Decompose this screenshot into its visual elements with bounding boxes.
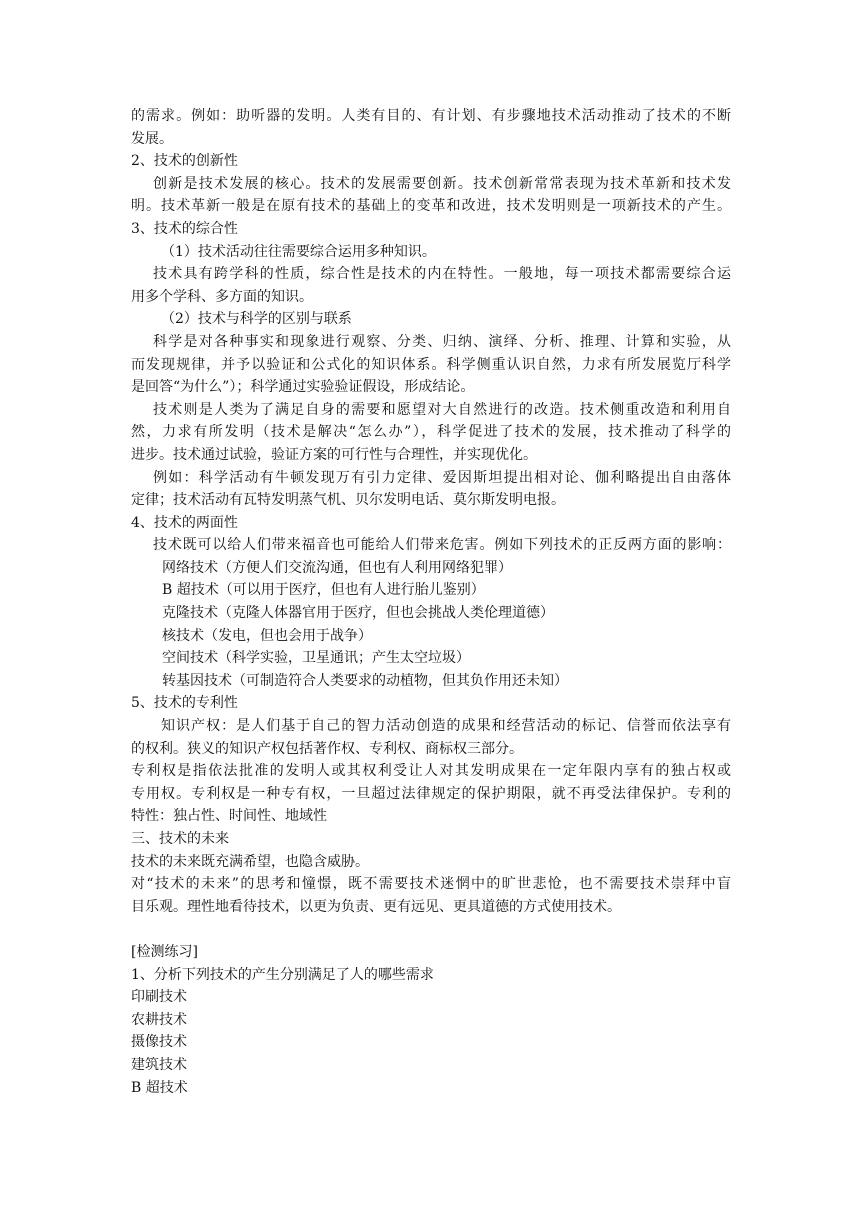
text-line: 转基因技术（可制造符合人类要求的动植物，但其负作用还未知） bbox=[162, 672, 568, 689]
text-line: 明。技术革新一般是在原有技术的基础上的变革和改进，技术发明则是一项新技术的产生。 bbox=[131, 198, 731, 215]
text-line: 特性：独占性、时间性、地域性 bbox=[131, 808, 327, 825]
text-line: 技术具有跨学科的性质，综合性是技术的内在特性。一般地，每一项技术都需要综合运 bbox=[153, 266, 731, 283]
text-line: 摄像技术 bbox=[131, 1034, 187, 1051]
text-line: 的需求。例如：助听器的发明。人类有目的、有计划、有步骤地技术活动推动了技术的不断 bbox=[131, 108, 731, 124]
text-line: 的权利。狭义的知识产权包括著作权、专利权、商标权三部分。 bbox=[131, 740, 523, 757]
text-line: 农耕技术 bbox=[131, 1011, 187, 1028]
text-line: 定律；技术活动有瓦特发明蒸气机、贝尔发明电话、莫尔斯发明电报。 bbox=[131, 492, 565, 509]
document-page bbox=[131, 105, 731, 1099]
text-line: 4、技术的两面性 bbox=[131, 514, 238, 531]
blank-line bbox=[131, 918, 731, 941]
text-line: 印刷技术 bbox=[131, 989, 187, 1006]
text-line: 是回答“为什么”）；科学通过实验验证假设，形成结论。 bbox=[131, 379, 475, 396]
text-line: 然，力求有所发明（技术是解决“怎么办”），科学促进了技术的发展，技术推动了科学的 bbox=[131, 424, 731, 441]
text-line: 科学是对各种事实和现象进行观察、分类、归纳、演绎、分析、推理、计算和实验，从 bbox=[153, 333, 731, 350]
text-line: 空间技术（科学实验，卫星通讯；产生太空垃圾） bbox=[162, 650, 470, 667]
text-line: 发展。 bbox=[131, 130, 173, 147]
text-line: 技术则是人类为了满足自身的需要和愿望对大自然进行的改造。技术侧重改造和利用自 bbox=[153, 401, 731, 418]
text-line: 1、分析下列技术的产生分别满足了人的哪些需求 bbox=[131, 966, 434, 983]
text-line: 而发现规律，并予以验证和公式化的知识体系。科学侧重认识自然，力求有所发展览厅科学 bbox=[131, 356, 731, 373]
text-line: 创新是技术发展的核心。技术的发展需要创新。技术创新常常表现为技术革新和技术发 bbox=[153, 175, 731, 192]
text-line: 例如：科学活动有牛顿发现万有引力定律、爱因斯坦提出相对论、伽利略提出自由落体 bbox=[153, 469, 731, 486]
text-line: 5、技术的专利性 bbox=[131, 695, 238, 712]
text-line: 核技术（发电，但也会用于战争） bbox=[162, 627, 372, 644]
text-line: （2）技术与科学的区别与联系 bbox=[161, 311, 352, 328]
text-line: 专利权是指依法批准的发明人或其权利受让人对其发明成果在一定年限内享有的独占权或 bbox=[131, 763, 731, 780]
text-line: 2、技术的创新性 bbox=[131, 153, 238, 170]
text-line: 用多个学科、多方面的知识。 bbox=[131, 288, 313, 305]
text-line: 3、技术的综合性 bbox=[131, 220, 238, 237]
text-line: 三、技术的未来 bbox=[131, 831, 229, 847]
text-line: 知识产权：是人们基于自己的智力活动创造的成果和经营活动的标记、信誉而依法享有 bbox=[161, 718, 731, 735]
text-line: [检测练习] bbox=[131, 943, 198, 960]
text-line: 技术既可以给人们带来福音也可能给人们带来危害。例如下列技术的正反两方面的影响： bbox=[153, 537, 731, 554]
text-line: B 超技术 bbox=[131, 1079, 188, 1096]
text-line: （1）技术活动往往需要综合运用多种知识。 bbox=[161, 243, 436, 260]
text-line: 技术的未来既充满希望，也隐含威胁。 bbox=[131, 853, 369, 870]
text-line: 网络技术（方便人们交流沟通，但也有人利用网络犯罪） bbox=[162, 559, 512, 576]
text-line: 克隆技术（克隆人体器官用于医疗，但也会挑战人类伦理道德） bbox=[162, 605, 554, 622]
text-line: 专用权。专利权是一种专有权，一旦超过法律规定的保护期限，就不再受法律保护。专利的 bbox=[131, 785, 731, 802]
text-line: 进步。技术通过试验，验证方案的可行性与合理性，并实现优化。 bbox=[131, 446, 537, 463]
text-line: B 超技术（可以用于医疗，但也有人进行胎儿鉴别） bbox=[162, 582, 485, 599]
text-line: 建筑技术 bbox=[131, 1056, 187, 1073]
text-line: 对“技术的未来”的思考和憧憬，既不需要技术迷惘中的旷世悲怆，也不需要技术崇拜中盲 bbox=[131, 876, 731, 893]
text-line: 目乐观。理性地看待技术，以更为负责、更有远见、更具道德的方式使用技术。 bbox=[131, 898, 621, 915]
